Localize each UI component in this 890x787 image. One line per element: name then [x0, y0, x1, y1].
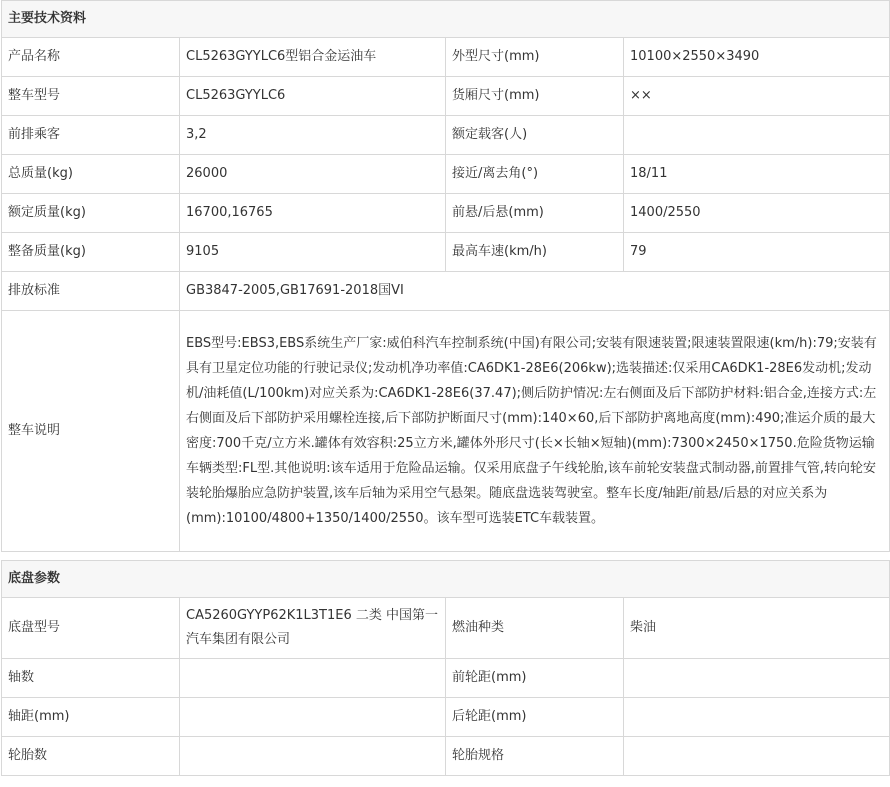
vehicle-model-value: CL5263GYYLC6: [180, 77, 446, 116]
main-spec-table: [1, 0, 890, 552]
vehicle-model-label: 整车型号: [2, 77, 180, 116]
table-row: [2, 194, 890, 233]
rated-passengers-value: [624, 116, 890, 155]
overhang-label: 前悬/后悬(mm): [446, 194, 624, 233]
axle-count-value: [180, 659, 446, 698]
overhang-value: 1400/2550: [624, 194, 890, 233]
front-track-value: [624, 659, 890, 698]
chassis-spec-table: [1, 560, 890, 776]
wheelbase-label: 轴距(mm): [2, 698, 180, 737]
emission-standard-value: GB3847-2005,GB17691-2018国VI: [180, 272, 890, 311]
table-row: [2, 737, 890, 776]
tire-count-value: [180, 737, 446, 776]
rear-track-value: [624, 698, 890, 737]
rated-mass-value: 16700,16765: [180, 194, 446, 233]
tire-spec-value: [624, 737, 890, 776]
max-speed-label: 最高车速(km/h): [446, 233, 624, 272]
approach-departure-angle-value: 18/11: [624, 155, 890, 194]
table-row: [2, 116, 890, 155]
table-row: [2, 311, 890, 552]
gross-mass-label: 总质量(kg): [2, 155, 180, 194]
front-passengers-label: 前排乘客: [2, 116, 180, 155]
cargo-dimensions-value: ××: [624, 77, 890, 116]
cargo-dimensions-label: 货厢尺寸(mm): [446, 77, 624, 116]
table-row: [2, 77, 890, 116]
product-name-label: 产品名称: [2, 38, 180, 77]
tire-count-label: 轮胎数: [2, 737, 180, 776]
front-passengers-value: 3,2: [180, 116, 446, 155]
main-spec-title: 主要技术资料: [2, 1, 890, 38]
rear-track-label: 后轮距(mm): [446, 698, 624, 737]
table-row: [2, 38, 890, 77]
axle-count-label: 轴数: [2, 659, 180, 698]
table-row: [2, 659, 890, 698]
table-row: [2, 598, 890, 659]
curb-mass-value: 9105: [180, 233, 446, 272]
outer-dimensions-value: 10100×2550×3490: [624, 38, 890, 77]
chassis-model-label: 底盘型号: [2, 598, 180, 659]
curb-mass-label: 整备质量(kg): [2, 233, 180, 272]
max-speed-value: 79: [624, 233, 890, 272]
chassis-spec-title: 底盘参数: [2, 561, 890, 598]
table-row: [2, 272, 890, 311]
table-row: [2, 698, 890, 737]
gross-mass-value: 26000: [180, 155, 446, 194]
wheelbase-value: [180, 698, 446, 737]
fuel-type-value: 柴油: [624, 598, 890, 659]
emission-standard-label: 排放标准: [2, 272, 180, 311]
chassis-model-value: CA5260GYYP62K1L3T1E6 二类 中国第一汽车集团有限公司: [180, 598, 446, 659]
tire-spec-label: 轮胎规格: [446, 737, 624, 776]
product-name-value: CL5263GYYLC6型铝合金运油车: [180, 38, 446, 77]
vehicle-description-value: EBS型号:EBS3,EBS系统生产厂家:威伯科汽车控制系统(中国)有限公司;安装有限速装置;限速装置限速(km/h):79;安装有具有卫星定位功能的行驶记录仪;发动机净功率值:CA6DK1-28E6(206kw);选装描述:仅采用CA6DK1-28E6发动机;发动机/油耗值(L/100km)对应关系为:CA6DK1-28E6(37.47);侧后防护情况:左右侧面及后下部防护材料:铝合金,连接方式:左右侧面及后下部防护采用螺栓连接,后下部防护断面尺寸(mm):140×60,后下部防护离地高度(mm):490;准运介质的最大密度:700千克/立方米.罐体有效容积:25立方米,罐体外形尺寸(长×长轴×短轴)(mm):7300×2450×1750.危险货物运输车辆类型:FL型.其他说明:该车适用于危险品运输。仅采用底盘子午线轮胎,该车前轮安装盘式制动器,前置排气管,转向轮安装轮胎爆胎应急防护装置,该车后轴为采用空气悬架。随底盘选装驾驶室。整车长度/轴距/前悬/后悬的对应关系为(mm):10100/4800+1350/1400/2550。该车型可选装ETC车载装置。: [180, 311, 890, 552]
table-row: [2, 233, 890, 272]
rated-passengers-label: 额定载客(人): [446, 116, 624, 155]
approach-departure-angle-label: 接近/离去角(°): [446, 155, 624, 194]
vehicle-description-label: 整车说明: [2, 311, 180, 552]
rated-mass-label: 额定质量(kg): [2, 194, 180, 233]
outer-dimensions-label: 外型尺寸(mm): [446, 38, 624, 77]
table-row: [2, 155, 890, 194]
fuel-type-label: 燃油种类: [446, 598, 624, 659]
front-track-label: 前轮距(mm): [446, 659, 624, 698]
